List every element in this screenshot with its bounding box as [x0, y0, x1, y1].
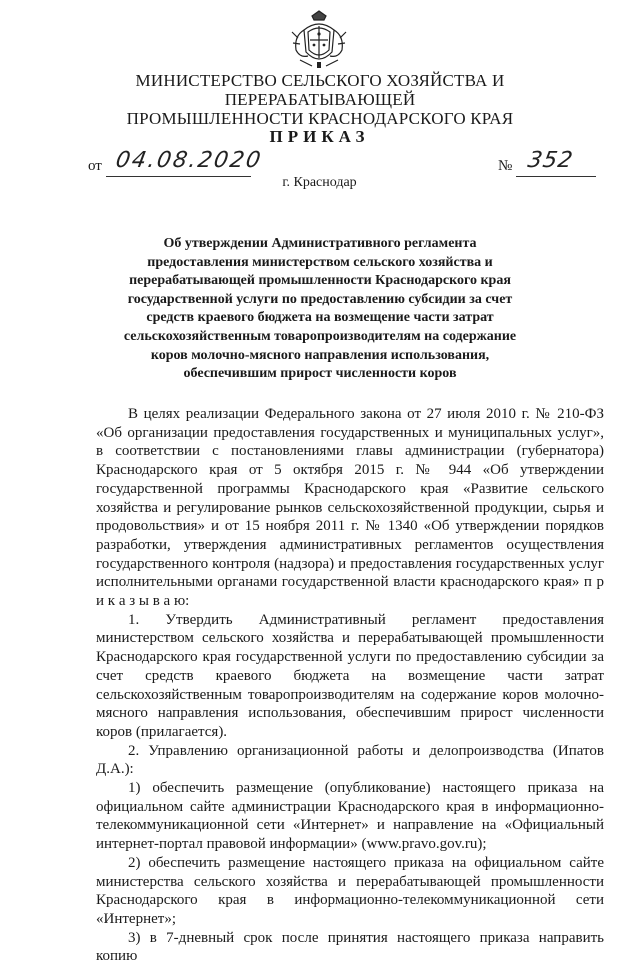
subject-line: коров молочно-мясного направления использования,: [150, 347, 490, 363]
body-paragraph: В целях реализации Федерального закона от 27 июля 2010 г. № 210-ФЗ «Об организации предоставления государственных и муниципальных услуг», в соответствии с постановлениями главы администрации (губернатора) Краснодарского края от 5 октября 2015 г. № 944 «Об утверждении государственной программы Краснодарского края «Развитие сельского хозяйства и регулирование рынков сельскохозяйственной продукции, сырья и продовольствия» и от 15 ноября 2011 г. № 1340 «Об утверждении порядков разработки, утверждения административных регламентов осуществления государственного контроля (надзора) и предоставления государственных услуг исполнительными органами государственной власти краснодарского края» п р и к а з ы в а ю:: [96, 406, 604, 610]
subject-line: сельскохозяйственным товаропроизводителям на содержание: [123, 328, 517, 344]
coat-of-arms-emblem: [290, 10, 348, 70]
ministry-name-line: ПРОМЫШЛЕННОСТИ КРАСНОДАРСКОГО КРАЯ: [126, 109, 514, 128]
subject-line: государственной услуги по предоставлению субсидии за счет: [127, 291, 513, 307]
order-title: ПРИКАЗ: [269, 127, 370, 146]
number-prefix: №: [498, 158, 513, 174]
subject-line: предоставления министерством сельского хозяйства и: [147, 254, 493, 270]
subject-line: обеспечившим прирост численности коров: [183, 366, 457, 382]
subject-line: перерабатывающей промышленности Краснодарского края: [129, 273, 511, 289]
subject-line: Об утверждении Административного регламента: [163, 236, 477, 251]
order-subject: [110, 235, 530, 384]
city: г. Краснодар: [282, 175, 357, 190]
body-paragraph: 1. Утвердить Административный регламент предоставления министерством сельского хозяйства и перерабатывающей промышленности Краснодарского края государственной услуги по предоставлению субсидии за счет средств краевого бюджета на возмещение части затрат сельскохозяйственным товаропроизводителям на содержание коров молочно-мясного направления использования, обеспечившим прирост численности коров (прилагается).: [96, 611, 604, 740]
order-date-number-row: [88, 148, 608, 178]
body-paragraph: 2) обеспечить размещение настоящего приказа на официальном сайте министерства сельского хозяйства и перерабатывающей промышленности Краснодарского края в информационно-телекоммуникационной сети «Интернет»;: [96, 854, 604, 927]
date-prefix: от: [88, 158, 102, 174]
body-paragraph: 2. Управлению организационной работы и делопроизводства (Ипатов Д.А.):: [96, 742, 604, 778]
handwritten-number: 352: [525, 148, 576, 173]
order-body: [96, 405, 604, 966]
ministry-name-line: МИНИСТЕРСТВО СЕЛЬСКОГО ХОЗЯЙСТВА И ПЕРЕРАБАТЫВАЮЩЕЙ: [135, 71, 505, 109]
ministry-name: [60, 71, 580, 128]
body-paragraph: 1) обеспечить размещение (опубликование) настоящего приказа на официальном сайте администрации Краснодарского края в информационно-телекоммуникационной сети «Интернет» и направление на «Официальный интернет-портал правовой информации» (www.pravo.gov.ru);: [96, 780, 604, 853]
subject-line: средств краевого бюджета на возмещение части затрат: [146, 310, 494, 326]
body-paragraph: 3) в 7-дневный срок после принятия настоящего приказа направить копию: [96, 929, 604, 965]
handwritten-date: 04.08.2020: [113, 148, 265, 173]
